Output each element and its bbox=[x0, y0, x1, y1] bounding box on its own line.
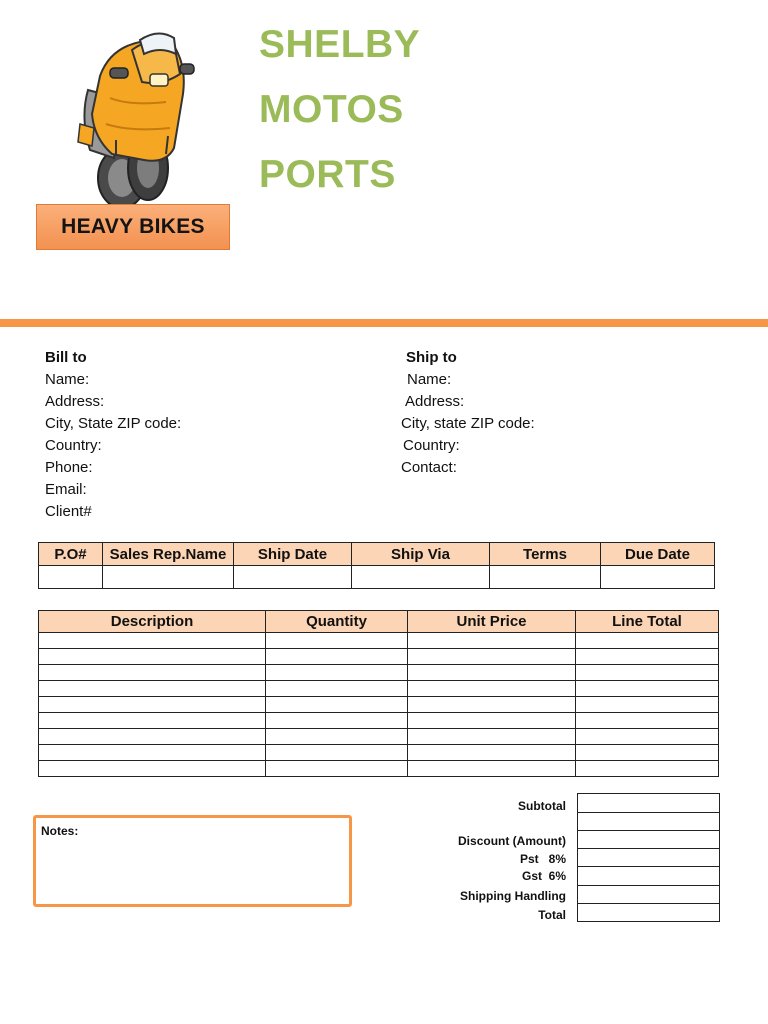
quantity-cell[interactable] bbox=[266, 729, 408, 745]
line-total-cell[interactable] bbox=[576, 729, 719, 745]
bill-to-heading: Bill to bbox=[45, 349, 87, 366]
gst-label: Gst 6% bbox=[521, 869, 566, 883]
description-header: Description bbox=[39, 611, 266, 633]
ship-date-header: Ship Date bbox=[234, 543, 352, 566]
notes-label: Notes: bbox=[41, 824, 79, 838]
line-total-cell[interactable] bbox=[576, 713, 719, 729]
quantity-cell[interactable] bbox=[266, 665, 408, 681]
description-cell[interactable] bbox=[39, 665, 266, 681]
logo-banner: HEAVY BIKES bbox=[36, 204, 230, 250]
ship-to-address: Address: bbox=[405, 393, 465, 410]
total-field[interactable] bbox=[577, 903, 720, 922]
line-total-header: Line Total bbox=[576, 611, 719, 633]
table-row bbox=[39, 697, 719, 713]
discount-label: Discount (Amount) bbox=[458, 834, 566, 848]
quantity-cell[interactable] bbox=[266, 681, 408, 697]
quantity-cell[interactable] bbox=[266, 697, 408, 713]
subtotal-field[interactable] bbox=[577, 793, 720, 813]
shipping-handling-field[interactable] bbox=[577, 885, 720, 904]
unit-price-cell[interactable] bbox=[408, 713, 576, 729]
discount-field[interactable] bbox=[577, 830, 720, 849]
unit-price-cell[interactable] bbox=[408, 745, 576, 761]
line-total-cell[interactable] bbox=[576, 665, 719, 681]
bill-to-city: City, State ZIP code: bbox=[45, 415, 182, 432]
po-number-header: P.O# bbox=[39, 543, 103, 566]
bill-to-name: Name: bbox=[45, 371, 90, 388]
unit-price-cell[interactable] bbox=[408, 761, 576, 777]
quantity-cell[interactable] bbox=[266, 649, 408, 665]
ship-via-header: Ship Via bbox=[352, 543, 490, 566]
description-cell[interactable] bbox=[39, 681, 266, 697]
gst-field[interactable] bbox=[577, 866, 720, 886]
line-total-cell[interactable] bbox=[576, 745, 719, 761]
blank-total-field[interactable] bbox=[577, 812, 720, 831]
table-row bbox=[39, 745, 719, 761]
quantity-cell[interactable] bbox=[266, 633, 408, 649]
table-row bbox=[39, 713, 719, 729]
header-divider bbox=[0, 319, 768, 327]
sales-rep-cell[interactable] bbox=[103, 566, 234, 589]
subtotal-label: Subtotal bbox=[518, 799, 566, 813]
line-total-cell[interactable] bbox=[576, 761, 719, 777]
line-total-cell[interactable] bbox=[576, 633, 719, 649]
items-header-row bbox=[39, 611, 719, 633]
table-row bbox=[39, 681, 719, 697]
bill-to-client: Client# bbox=[45, 503, 92, 520]
ship-to-name: Name: bbox=[407, 371, 452, 388]
quantity-header: Quantity bbox=[266, 611, 408, 633]
description-cell[interactable] bbox=[39, 649, 266, 665]
description-cell[interactable] bbox=[39, 697, 266, 713]
company-name-line-3: PORTS bbox=[259, 153, 396, 196]
description-cell[interactable] bbox=[39, 713, 266, 729]
line-items-table bbox=[38, 610, 719, 777]
description-cell[interactable] bbox=[39, 761, 266, 777]
company-name-line-1: SHELBY bbox=[259, 23, 421, 66]
order-header-row bbox=[39, 543, 715, 566]
terms-cell[interactable] bbox=[490, 566, 601, 589]
pst-label: Pst 8% bbox=[519, 852, 566, 866]
line-total-cell[interactable] bbox=[576, 649, 719, 665]
ship-to-heading: Ship to bbox=[406, 349, 457, 366]
po-number-cell[interactable] bbox=[39, 566, 103, 589]
notes-box[interactable] bbox=[33, 815, 352, 907]
order-info-table bbox=[38, 542, 715, 589]
description-cell[interactable] bbox=[39, 745, 266, 761]
ship-date-cell[interactable] bbox=[234, 566, 352, 589]
line-total-cell[interactable] bbox=[576, 681, 719, 697]
bill-to-email: Email: bbox=[45, 481, 87, 498]
description-cell[interactable] bbox=[39, 633, 266, 649]
table-row bbox=[39, 665, 719, 681]
table-row bbox=[39, 649, 719, 665]
motorcycle-icon bbox=[70, 28, 210, 210]
quantity-cell[interactable] bbox=[266, 745, 408, 761]
sales-rep-header: Sales Rep.Name bbox=[103, 543, 234, 566]
table-row bbox=[39, 633, 719, 649]
total-label: Total bbox=[538, 908, 566, 922]
table-row bbox=[39, 761, 719, 777]
quantity-cell[interactable] bbox=[266, 761, 408, 777]
ship-to-city: City, state ZIP code: bbox=[401, 415, 535, 432]
unit-price-cell[interactable] bbox=[408, 729, 576, 745]
line-total-cell[interactable] bbox=[576, 697, 719, 713]
order-data-row bbox=[39, 566, 715, 589]
pst-field[interactable] bbox=[577, 848, 720, 867]
ship-to-contact: Contact: bbox=[401, 459, 457, 476]
ship-to-country: Country: bbox=[403, 437, 460, 454]
quantity-cell[interactable] bbox=[266, 713, 408, 729]
unit-price-cell[interactable] bbox=[408, 649, 576, 665]
due-date-header: Due Date bbox=[601, 543, 715, 566]
unit-price-cell[interactable] bbox=[408, 633, 576, 649]
unit-price-header: Unit Price bbox=[408, 611, 576, 633]
company-name-line-2: MOTOS bbox=[259, 88, 404, 131]
unit-price-cell[interactable] bbox=[408, 681, 576, 697]
description-cell[interactable] bbox=[39, 729, 266, 745]
shipping-handling-label: Shipping Handling bbox=[460, 889, 566, 903]
bill-to-country: Country: bbox=[45, 437, 102, 454]
ship-to-block bbox=[401, 347, 535, 479]
bill-to-address: Address: bbox=[45, 393, 105, 410]
bill-to-phone: Phone: bbox=[45, 459, 93, 476]
ship-via-cell[interactable] bbox=[352, 566, 490, 589]
terms-header: Terms bbox=[490, 543, 601, 566]
table-row bbox=[39, 729, 719, 745]
unit-price-cell[interactable] bbox=[408, 665, 576, 681]
due-date-cell[interactable] bbox=[601, 566, 715, 589]
bill-to-block bbox=[45, 347, 181, 523]
unit-price-cell[interactable] bbox=[408, 697, 576, 713]
